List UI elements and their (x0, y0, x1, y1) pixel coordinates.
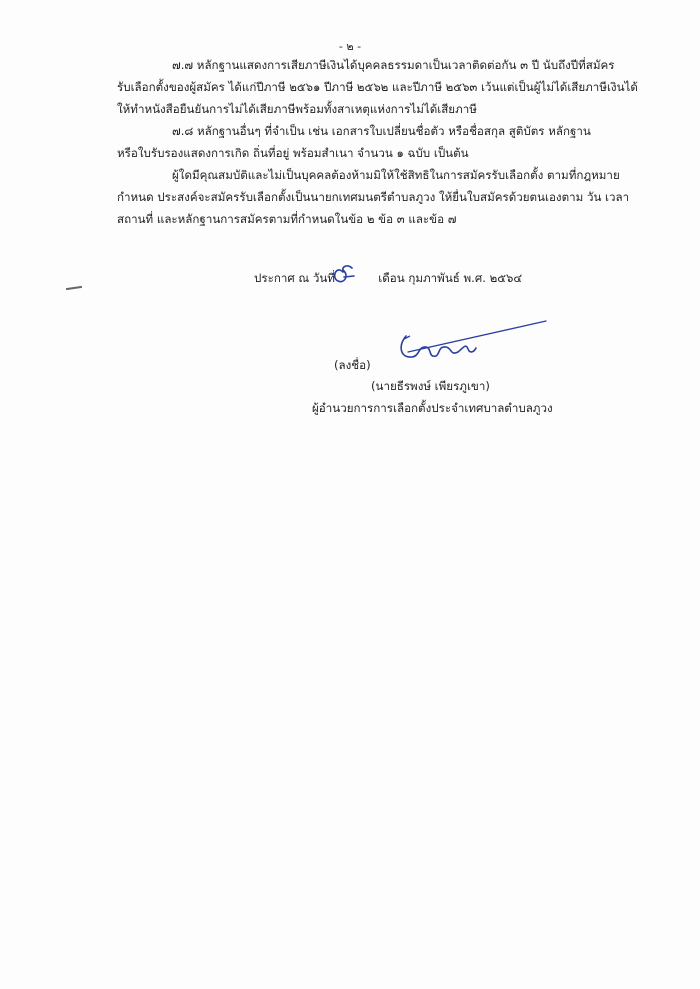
signature-mark (401, 336, 476, 357)
page-number: - ๒ - (338, 40, 362, 53)
signatory-name: (นายธีรพงษ์ เพียรภูเขา) (371, 379, 490, 393)
paragraph-7-8-line-2: หรือใบรับรองแสดงการเกิด ถิ่นที่อยู่ พร้อมสำเนา จำนวน ๑ ฉบับ เป็นต้น (117, 146, 469, 160)
paragraph-7-7-line-3: ให้ทำหนังสือยืนยันการไม่ได้เสียภาษีพร้อมทั้งสาเหตุแห่งการไม่ได้เสียภาษี (117, 102, 477, 116)
eligibility-paragraph-line-3: สถานที่ และหลักฐานการสมัครตามที่กำหนดในข้อ ๒ ข้อ ๓ และข้อ ๗ (117, 212, 457, 226)
paragraph-7-7-line-2: รับเลือกตั้งของผู้สมัคร ได้แก่ปีภาษี ๒๕๖๑ ปีภาษี ๒๕๖๒ และปีภาษี ๒๕๖๓ เว้นแต่เป็นผู้ไม่ได้เสียภาษีเงินได้ (117, 80, 638, 94)
declaration-line (254, 271, 522, 285)
signatory-position: ผู้อำนวยการการเลือกตั้งประจำเทศบาลตำบลภูวง (312, 401, 553, 415)
signature-flourish (408, 321, 546, 352)
declaration-prefix: ประกาศ ณ วันที่ (254, 271, 335, 285)
eligibility-paragraph-line-1: ผู้ใดมีคุณสมบัติและไม่เป็นบุคคลต้องห้ามมิให้ใช้สิทธิในการสมัครรับเลือกตั้ง ตามที่กฎหมาย (172, 168, 620, 182)
stray-mark (66, 286, 82, 290)
declaration-suffix: เดือน กุมภาพันธ์ พ.ศ. ๒๕๖๔ (378, 271, 523, 285)
paragraph-7-7-line-1: ๗.๗ หลักฐานแสดงการเสียภาษีเงินได้บุคคลธรรมดาเป็นเวลาติดต่อกัน ๓ ปี นับถึงปีที่สมัคร (172, 58, 615, 72)
paragraph-7-8-line-1: ๗.๘ หลักฐานอื่นๆ ที่จำเป็น เช่น เอกสารใบเปลี่ยนชื่อตัว หรือชื่อสกุล สูติบัตร หลักฐาน (172, 124, 591, 138)
signature-tick (404, 336, 410, 339)
signature-label: (ลงชื่อ) (334, 358, 371, 372)
eligibility-paragraph-line-2: กำหนด ประสงค์จะสมัครรับเลือกตั้งเป็นนายกเทศมนตรีตำบลภูวง ให้ยื่นใบสมัครด้วยตนเองตาม วัน เวลา (117, 190, 630, 204)
